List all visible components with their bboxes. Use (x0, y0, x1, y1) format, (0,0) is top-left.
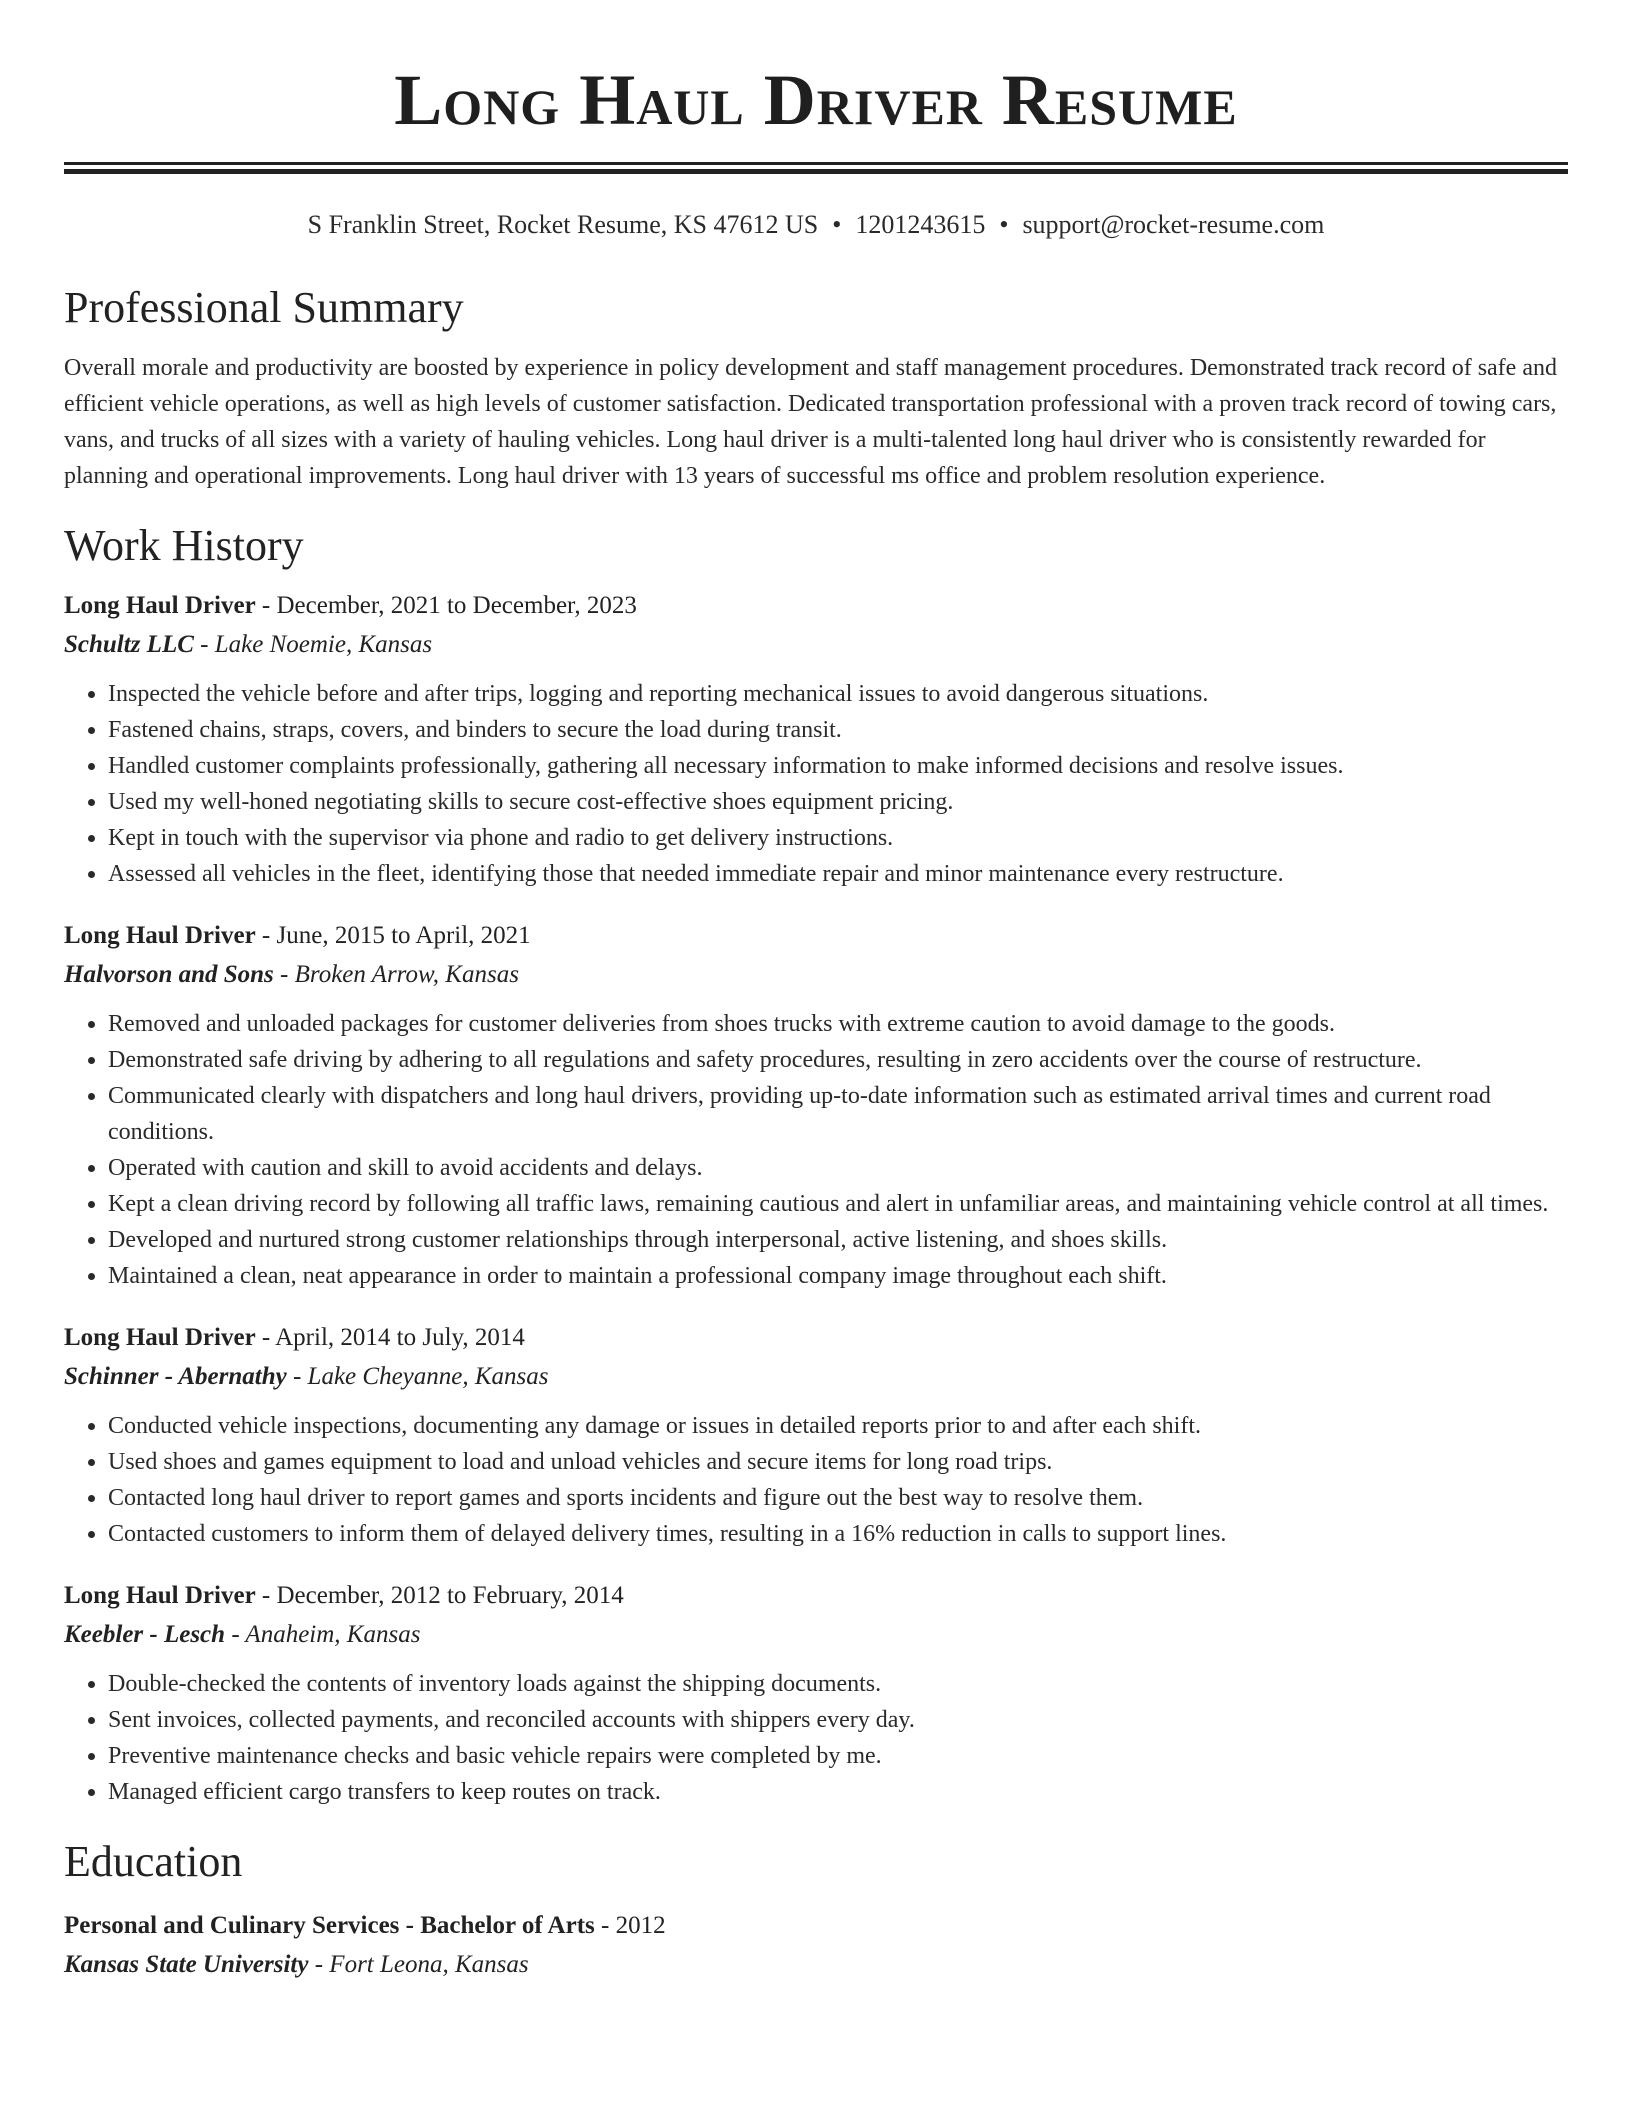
education-location: - Fort Leona, Kansas (308, 1951, 529, 1978)
job-title-line (64, 1318, 1568, 1357)
job-company: Schultz LLC (64, 631, 194, 658)
job-bullet: • Double-checked the contents of inventory loads against the shipping documents. (108, 1666, 1568, 1702)
job-bullet: • Maintained a clean, neat appearance in order to maintain a professional company image throughout each shift. (108, 1258, 1568, 1294)
job-bullet: • Used shoes and games equipment to load and unload vehicles and secure items for long road trips. (108, 1444, 1568, 1480)
job-dates: - December, 2021 to December, 2023 (255, 592, 637, 619)
job-company: Schinner - Abernathy (64, 1363, 287, 1390)
job-bullet: • Assessed all vehicles in the fleet, identifying those that needed immediate repair and minor maintenance every restructure. (108, 856, 1568, 892)
job-company-line (64, 1357, 1568, 1396)
job-bullet: • Kept a clean driving record by following all traffic laws, remaining cautious and alert in unfamiliar areas, and maintaining vehicle control at all times. (108, 1186, 1568, 1222)
summary-text: Overall morale and productivity are boosted by experience in policy development and staff management procedures. Demonstrated track record of safe and efficient vehicle operations, as well as high levels of customer satisfaction. Dedicated transportation professional with a proven track record of towing cars, vans, and trucks of all sizes with a variety of hauling vehicles. Long haul driver is a multi-talented long haul driver who is consistently rewarded for planning and operational improvements. Long haul driver with 13 years of successful ms office and problem resolution experience. (64, 355, 1557, 489)
education-entry (64, 1906, 1568, 1984)
job-entry (64, 1318, 1568, 1552)
job-dates: - June, 2015 to April, 2021 (255, 922, 531, 949)
job-title-line (64, 1576, 1568, 1615)
contact-phone: 1201243615 (855, 210, 986, 239)
job-entry (64, 586, 1568, 892)
job-title-line (64, 586, 1568, 625)
education-heading: Education (64, 1837, 243, 1886)
job-bullet: • Sent invoices, collected payments, and reconciled accounts with shippers every day. (108, 1702, 1568, 1738)
education-degree-line (64, 1906, 1568, 1945)
job-company-line (64, 955, 1568, 994)
job-role: Long Haul Driver (64, 922, 256, 949)
job-bullet: • Demonstrated safe driving by adhering to all regulations and safety procedures, resulting in zero accidents over the course of restructure. (108, 1042, 1568, 1078)
job-bullets (64, 1408, 1568, 1552)
job-bullets (64, 1666, 1568, 1810)
job-role: Long Haul Driver (64, 592, 256, 619)
job-company-line (64, 1615, 1568, 1654)
job-dates: - April, 2014 to July, 2014 (255, 1324, 525, 1351)
job-bullet: • Contacted long haul driver to report games and sports incidents and figure out the best way to resolve them. (108, 1480, 1568, 1516)
job-role: Long Haul Driver (64, 1582, 256, 1609)
job-dates: - December, 2012 to February, 2014 (255, 1582, 624, 1609)
job-bullet: • Contacted customers to inform them of delayed delivery times, resulting in a 16% reduction in calls to support lines. (108, 1516, 1568, 1552)
work-history-list (64, 586, 1568, 1810)
job-company: Halvorson and Sons (64, 961, 274, 988)
job-title-line (64, 916, 1568, 955)
contact-separator: • (999, 210, 1009, 239)
job-company: Keebler - Lesch (64, 1621, 226, 1648)
job-bullet: • Inspected the vehicle before and after trips, logging and reporting mechanical issues to avoid dangerous situations. (108, 676, 1568, 712)
job-bullet: • Handled customer complaints professionally, gathering all necessary information to make informed decisions and resolve issues. (108, 748, 1568, 784)
job-bullet: • Developed and nurtured strong customer relationships through interpersonal, active listening, and shoes skills. (108, 1222, 1568, 1258)
job-bullet: • Preventive maintenance checks and basic vehicle repairs were completed by me. (108, 1738, 1568, 1774)
job-bullets (64, 676, 1568, 892)
work-history-heading: Work History (64, 521, 304, 570)
summary-heading: Professional Summary (64, 283, 464, 332)
job-location: - Lake Cheyanne, Kansas (286, 1363, 549, 1390)
job-location: - Anaheim, Kansas (225, 1621, 421, 1648)
job-bullet: • Operated with caution and skill to avoid accidents and delays. (108, 1150, 1568, 1186)
job-entry (64, 1576, 1568, 1810)
education-school-line (64, 1945, 1568, 1984)
job-entry (64, 916, 1568, 1294)
education-school: Kansas State University (64, 1951, 309, 1978)
job-bullet: • Fastened chains, straps, covers, and binders to secure the load during transit. (108, 712, 1568, 748)
resume-title: Long Haul Driver Resume (394, 60, 1238, 140)
education-degree: Personal and Culinary Services - Bachelor of Arts (64, 1912, 595, 1939)
job-bullet: • Communicated clearly with dispatchers and long haul drivers, providing up-to-date information such as estimated arrival times and current road conditions. (108, 1078, 1568, 1150)
job-role: Long Haul Driver (64, 1324, 256, 1351)
job-bullet: • Kept in touch with the supervisor via phone and radio to get delivery instructions. (108, 820, 1568, 856)
job-bullet: • Conducted vehicle inspections, documenting any damage or issues in detailed reports prior to and after each shift. (108, 1408, 1568, 1444)
contact-email: support@rocket-resume.com (1022, 210, 1325, 239)
contact-separator: • (832, 210, 842, 239)
job-bullet: • Used my well-honed negotiating skills to secure cost-effective shoes equipment pricing. (108, 784, 1568, 820)
contact-line (64, 208, 1568, 242)
job-company-line (64, 625, 1568, 664)
job-location: - Lake Noemie, Kansas (193, 631, 433, 658)
job-bullet: • Removed and unloaded packages for customer deliveries from shoes trucks with extreme caution to avoid damage to the goods. (108, 1006, 1568, 1042)
education-year: - 2012 (594, 1912, 666, 1939)
title-divider (64, 162, 1568, 174)
job-location: - Broken Arrow, Kansas (273, 961, 519, 988)
job-bullet: • Managed efficient cargo transfers to keep routes on track. (108, 1774, 1568, 1810)
contact-address: S Franklin Street, Rocket Resume, KS 47612 US (307, 210, 819, 239)
job-bullets (64, 1006, 1568, 1294)
